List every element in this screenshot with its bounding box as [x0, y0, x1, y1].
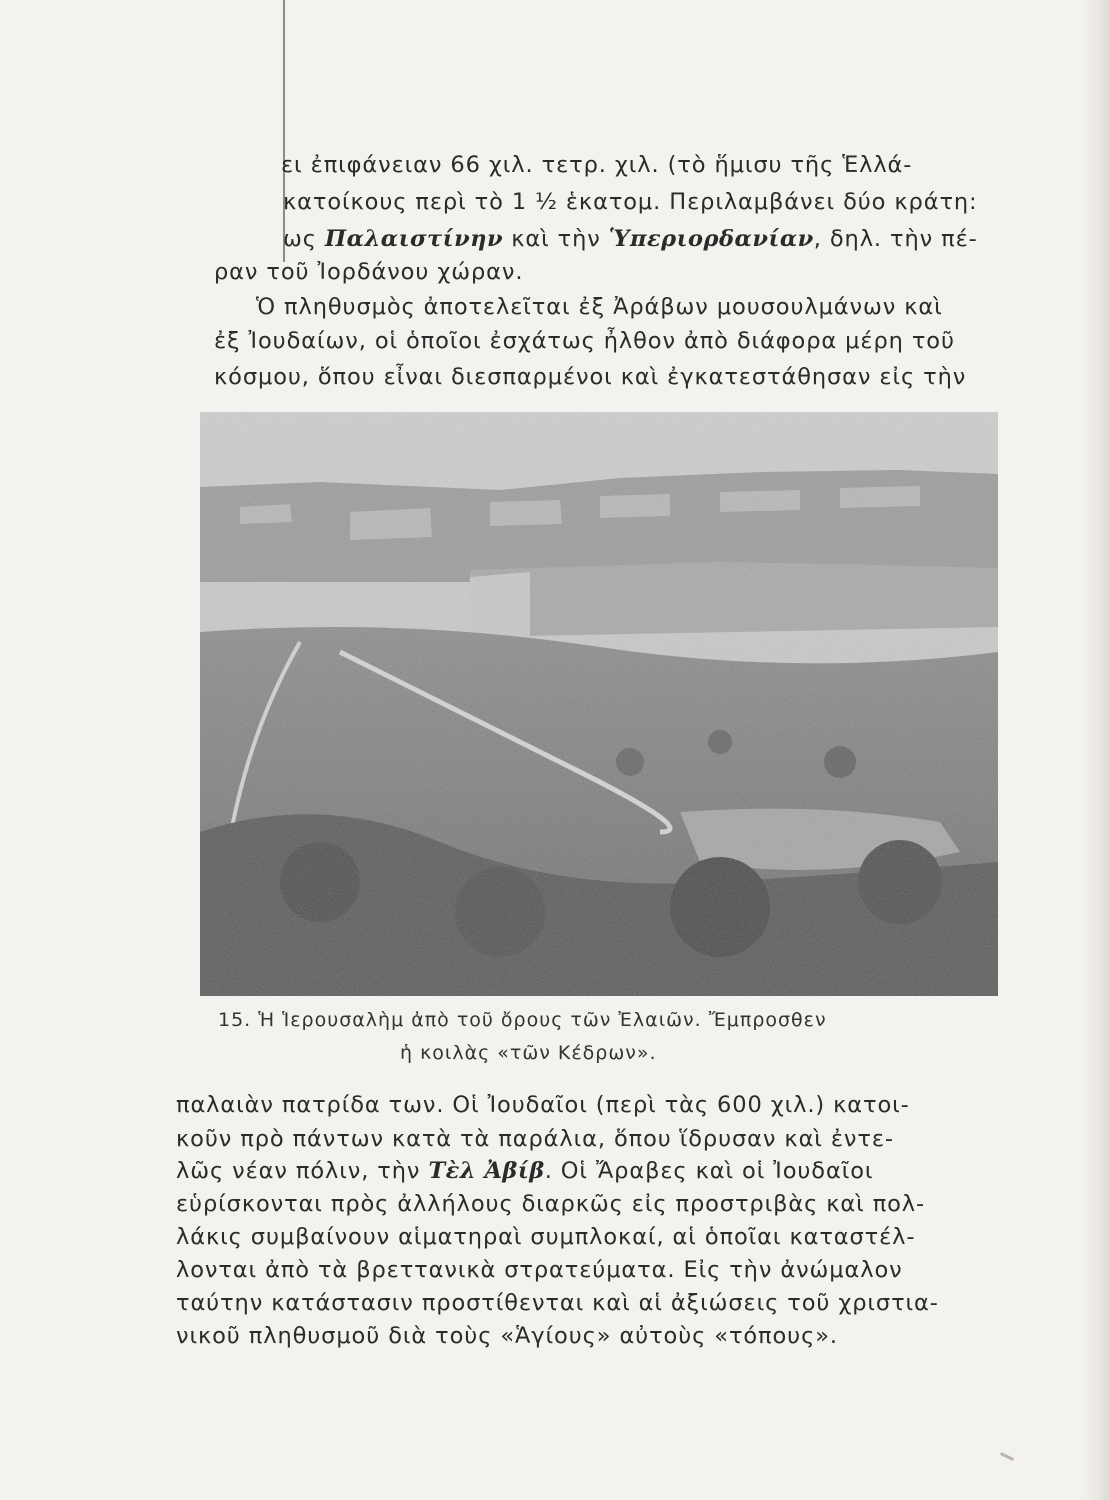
bottom-line-3-prefix: λῶς νέαν πόλιν, τὴν	[176, 1158, 429, 1184]
jerusalem-photograph	[200, 412, 998, 996]
top-line-4: ραν τοῦ Ἰορδάνου χώραν.	[214, 259, 524, 285]
top-line-2: κατοίκους περὶ τὸ 1 ½ ἑκατομ. Περιλαμβάνει δύο κράτη:	[283, 189, 978, 215]
second-line-2: ἐξ Ἰουδαίων, οἱ ὁποῖοι ἐσχάτως ἦλθον ἀπὸ διάφορα μέρη τοῦ	[214, 328, 955, 354]
top-line-3	[283, 224, 978, 254]
emphasis-transjordan: Ὑπεριορδανίαν	[608, 226, 814, 252]
bottom-line-6: λονται ἀπὸ τὰ βρεττανικὰ στρατεύματα. Εἰς τὴν ἀνώμαλον	[176, 1257, 903, 1283]
bottom-line-1: παλαιὰν πατρίδα των. Οἱ Ἰουδαῖοι (περὶ τὰς 600 χιλ.) κατοι-	[176, 1092, 910, 1118]
top-line-3-mid: καὶ τὴν	[503, 226, 609, 252]
figure-caption-line-2: ἡ κοιλὰς «τῶν Κέδρων».	[400, 1042, 657, 1064]
top-line-1: ει ἐπιφάνειαν 66 χιλ. τετρ. χιλ. (τὸ ἥμισυ τῆς Ἑλλά-	[281, 152, 913, 178]
second-line-3: κόσμου, ὅπου εἶναι διεσπαρμένοι καὶ ἐγκατεστάθησαν εἰς τὴν	[214, 364, 967, 390]
page-edge-shadow	[1080, 0, 1110, 1500]
bottom-line-4: εὑρίσκονται πρὸς ἀλλήλους διαρκῶς εἰς προστριβὰς καὶ πολ-	[176, 1191, 926, 1217]
bottom-line-5: λάκις συμβαίνουν αἱματηραὶ συμπλοκαί, αἱ ὁποῖαι καταστέλ-	[176, 1224, 916, 1250]
bottom-line-3-suffix: . Οἱ Ἄραβες καὶ οἱ Ἰουδαῖοι	[544, 1158, 874, 1184]
bottom-line-8: νικοῦ πληθυσμοῦ διὰ τοὺς «Ἁγίους» αὐτοὺς «τόπους».	[176, 1323, 838, 1349]
bottom-line-3	[176, 1156, 873, 1186]
paper-fold-line	[283, 0, 285, 262]
bottom-line-2: κοῦν πρὸ πάντων κατὰ τὰ παράλια, ὅπου ἵδρυσαν καὶ ἐντε-	[176, 1126, 894, 1152]
emphasis-palestine: Παλαιστίνην	[324, 226, 504, 252]
top-line-3-prefix: ως	[283, 226, 325, 252]
top-line-3-suffix: , δηλ. τὴν πέ-	[813, 226, 978, 252]
photo-svg	[200, 412, 998, 996]
bottom-line-7: ταύτην κατάστασιν προστίθενται καὶ αἱ ἀξιώσεις τοῦ χριστια-	[176, 1290, 939, 1316]
photo-grain	[200, 412, 998, 996]
paper-mark	[1000, 1452, 1014, 1461]
emphasis-tel-aviv: Τὲλ Ἀβίβ	[428, 1158, 545, 1184]
second-line-1: Ὁ πληθυσμὸς ἀποτελεῖται ἐξ Ἀράβων μουσουλμάνων καὶ	[256, 294, 943, 320]
figure-caption-line-1: 15. Ἡ Ἱερουσαλὴμ ἀπὸ τοῦ ὄρους τῶν Ἐλαιῶν. Ἔμπροσθεν	[218, 1009, 827, 1031]
